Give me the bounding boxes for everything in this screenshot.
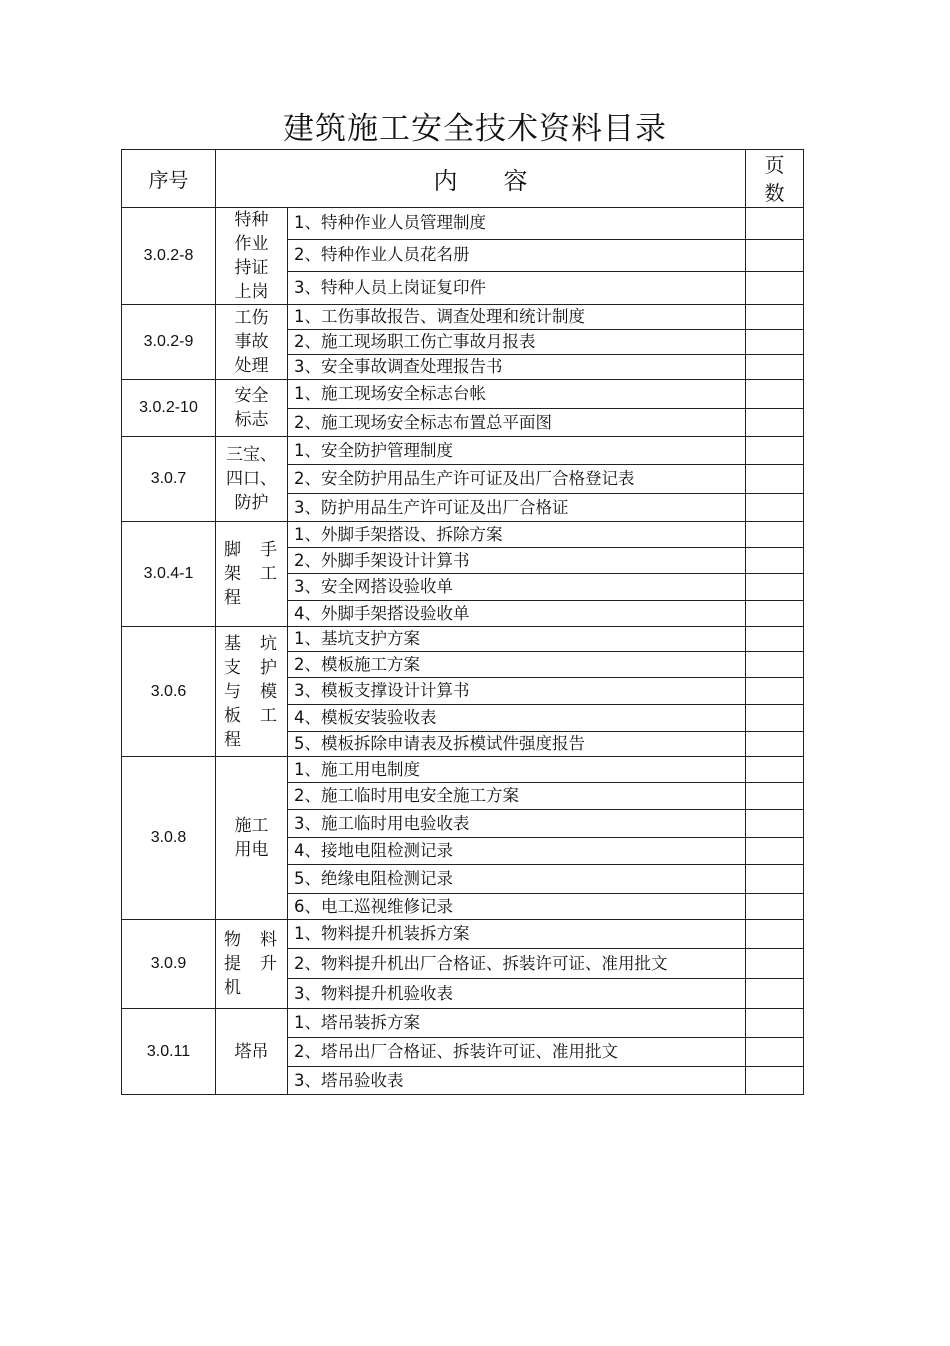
document-item: 1、塔吊装拆方案	[288, 1009, 746, 1038]
table-row	[122, 920, 804, 949]
document-item: 1、基坑支护方案	[288, 627, 746, 652]
document-item: 1、物料提升机装拆方案	[288, 920, 746, 949]
category-line: 作业	[234, 234, 269, 254]
page-count-cell	[746, 1067, 804, 1095]
category-line: 程	[224, 729, 241, 750]
document-item: 2、安全防护用品生产许可证及出厂合格登记表	[288, 465, 746, 494]
document-item: 2、施工现场安全标志布置总平面图	[288, 409, 746, 437]
page-count-cell	[746, 783, 804, 810]
header-seq: 序号	[122, 150, 216, 208]
document-item: 3、物料提升机验收表	[288, 979, 746, 1009]
category-line: 上岗	[234, 282, 269, 302]
page-count-cell	[746, 355, 804, 380]
document-item: 4、接地电阻检测记录	[288, 838, 746, 865]
page-count-cell	[746, 330, 804, 355]
section-category	[216, 1009, 288, 1095]
page-count-cell	[746, 757, 804, 783]
category-line: 支护	[224, 657, 277, 678]
document-item: 4、外脚手架搭设验收单	[288, 601, 746, 627]
section-category	[216, 757, 288, 920]
page-count-cell	[746, 239, 804, 272]
category-line: 程	[224, 588, 241, 608]
section-code: 3.0.9	[122, 920, 216, 1009]
section-category	[216, 522, 288, 627]
section-code: 3.0.6	[122, 627, 216, 757]
document-item: 3、模板支撑设计计算书	[288, 678, 746, 705]
page-count-cell	[746, 627, 804, 652]
section-category	[216, 437, 288, 522]
category-line: 防护	[234, 493, 269, 513]
section-code: 3.0.2-9	[122, 305, 216, 380]
document-item: 5、绝缘电阻检测记录	[288, 865, 746, 894]
header-pages-line2: 数	[764, 180, 785, 205]
page-count-cell	[746, 437, 804, 465]
category-line: 特种	[234, 210, 269, 230]
page-count-cell	[746, 894, 804, 920]
section-code: 3.0.2-10	[122, 380, 216, 437]
category-line: 基坑	[224, 633, 277, 654]
header-row	[122, 150, 804, 208]
table-row	[122, 757, 804, 783]
document-item: 1、外脚手架搭设、拆除方案	[288, 522, 746, 548]
page-count-cell	[746, 705, 804, 732]
page-count-cell	[746, 920, 804, 949]
page-count-cell	[746, 1038, 804, 1067]
document-item: 3、安全事故调查处理报告书	[288, 355, 746, 380]
category-line: 四口、	[226, 469, 277, 489]
page-count-cell	[746, 732, 804, 757]
category-line: 塔吊	[234, 1041, 269, 1062]
document-item: 1、安全防护管理制度	[288, 437, 746, 465]
category-line: 持证	[234, 258, 269, 278]
category-line: 施工	[234, 816, 269, 836]
section-code: 3.0.11	[122, 1009, 216, 1095]
page-count-cell	[746, 979, 804, 1009]
section-category	[216, 920, 288, 1009]
page-count-cell	[746, 574, 804, 601]
category-line: 安全	[234, 386, 269, 406]
section-category	[216, 380, 288, 437]
page-count-cell	[746, 305, 804, 330]
page-count-cell	[746, 838, 804, 865]
category-line: 与模	[224, 681, 277, 702]
document-item: 3、防护用品生产许可证及出厂合格证	[288, 494, 746, 522]
category-line: 标志	[234, 410, 269, 430]
page-count-cell	[746, 208, 804, 240]
table-row	[122, 305, 804, 330]
document-item: 6、电工巡视维修记录	[288, 894, 746, 920]
page-count-cell	[746, 522, 804, 548]
category-line: 板工	[224, 705, 277, 726]
table-row	[122, 208, 804, 240]
document-item: 3、施工临时用电验收表	[288, 810, 746, 838]
table-row	[122, 522, 804, 548]
category-line: 工伤	[234, 308, 269, 328]
category-line: 机	[224, 978, 241, 998]
section-code: 3.0.4-1	[122, 522, 216, 627]
category-line: 三宝、	[226, 445, 277, 465]
category-line: 物料	[224, 930, 277, 950]
document-item: 3、特种人员上岗证复印件	[288, 272, 746, 305]
document-item: 2、外脚手架设计计算书	[288, 548, 746, 574]
page-count-cell	[746, 272, 804, 305]
table-row	[122, 627, 804, 652]
document-item: 2、施工现场职工伤亡事故月报表	[288, 330, 746, 355]
table-row	[122, 380, 804, 409]
page-count-cell	[746, 949, 804, 979]
document-item: 1、特种作业人员管理制度	[288, 208, 746, 240]
category-line: 脚手	[224, 540, 277, 560]
category-line: 用电	[234, 840, 269, 860]
page-count-cell	[746, 678, 804, 705]
category-line: 处理	[234, 356, 269, 376]
document-item: 2、物料提升机出厂合格证、拆装许可证、准用批文	[288, 949, 746, 979]
page-count-cell	[746, 1009, 804, 1038]
header-pages-line1: 页	[764, 152, 785, 177]
page-count-cell	[746, 494, 804, 522]
document-item: 1、施工用电制度	[288, 757, 746, 783]
document-item: 3、安全网搭设验收单	[288, 574, 746, 601]
page-count-cell	[746, 652, 804, 678]
page-count-cell	[746, 409, 804, 437]
section-category	[216, 305, 288, 380]
section-category	[216, 627, 288, 757]
section-code: 3.0.8	[122, 757, 216, 920]
category-line: 事故	[234, 332, 269, 352]
section-code: 3.0.2-8	[122, 208, 216, 305]
document-item: 3、塔吊验收表	[288, 1067, 746, 1095]
section-category	[216, 208, 288, 305]
page-count-cell	[746, 601, 804, 627]
page-count-cell	[746, 810, 804, 838]
category-line: 提升	[224, 954, 277, 974]
document-title: 建筑施工安全技术资料目录	[283, 111, 667, 147]
category-line: 架工	[224, 564, 277, 584]
section-code: 3.0.7	[122, 437, 216, 522]
page-count-cell	[746, 865, 804, 894]
header-content: 内容	[216, 150, 746, 208]
page-count-cell	[746, 380, 804, 409]
catalog-table	[121, 149, 804, 1095]
document-item: 1、工伤事故报告、调查处理和统计制度	[288, 305, 746, 330]
page-count-cell	[746, 548, 804, 574]
document-item: 4、模板安装验收表	[288, 705, 746, 732]
document-item: 2、塔吊出厂合格证、拆装许可证、准用批文	[288, 1038, 746, 1067]
table-row	[122, 1009, 804, 1038]
header-pages	[746, 150, 804, 208]
table-row	[122, 437, 804, 465]
document-item: 2、特种作业人员花名册	[288, 239, 746, 272]
document-item: 2、模板施工方案	[288, 652, 746, 678]
document-item: 1、施工现场安全标志台帐	[288, 380, 746, 409]
document-item: 5、模板拆除申请表及拆模试件强度报告	[288, 732, 746, 757]
page-count-cell	[746, 465, 804, 494]
document-item: 2、施工临时用电安全施工方案	[288, 783, 746, 810]
